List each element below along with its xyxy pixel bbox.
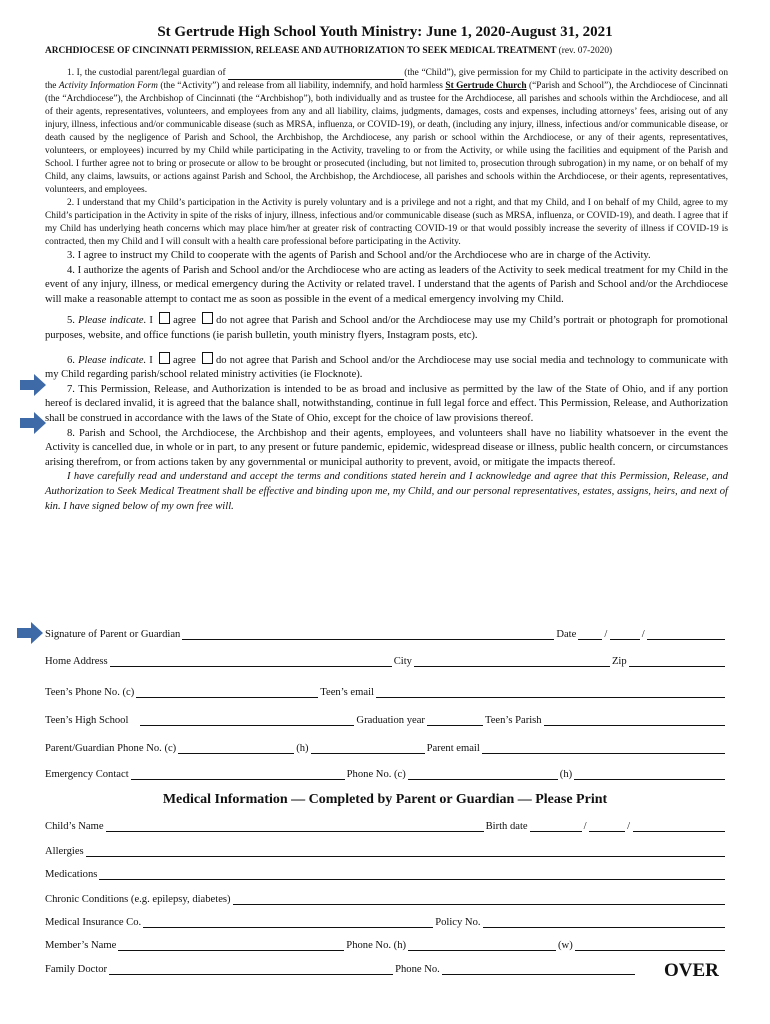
paragraph-7: 7. This Permission, Release, and Authorization is intended to be as broad and inclusive as permitted by the law of the State of Ohio, and if any portion hereof is declared invalid, it is agreed that the balance shall, notwithstanding, continue in full legal force and effect. This Permission, Release, and Authorization shall be construed in accordance with the laws of the State of Ohio, except for the choice of law provisions thereof. — [45, 383, 728, 424]
member-phone-w-label: (w) — [558, 940, 573, 951]
date-sep: / — [604, 629, 608, 640]
insurance-label: Medical Insurance Co. — [45, 917, 142, 928]
form-subtitle — [45, 46, 735, 56]
church-name: St Gertrude Church — [445, 81, 527, 91]
home-address-field[interactable] — [110, 656, 392, 667]
p1-end: (“Parish and School”), the Archdiocese of Cincinnati (the “Archdiocese”), the Archbishop of Cincinnati (the “Archbishop”), both individually and as trustee for the Archdiocese, all parishes and schools within the Archdiocese, and all of their agents, representatives, volunteers, and employees from any and all liability, claims, judgments, damages, costs and expenses, including attorneys’ fees, arising out of any injury, illness, infectious and/or communicable disease (such as MRSA, influenza, or COVID-19), or death, (including any injury, illness, infectious and/or communicable disease, or death caused by the negligence of Parish and School, the Archbishop, the Archdiocese, any parish or school within the Archdiocese, or any of their agents, representatives, volunteers, or employees) incurred by my Child while participating in the Activity, traveling to or from the Activity, or while using the facilities and equipment of the Parish and School. I further agree not to bring or prosecute or allow to be brought or prosecuted (including, but not limited to, prosecution through subrogation) in my name, or on behalf of my Child, any claims, lawsuits, or actions against Parish and School, the Archbishop, the Archdiocese, all parishes and schools within the Archdiocese, or their agents, representatives, volunteers, and employees. — [45, 81, 728, 195]
date-month-field[interactable] — [578, 629, 602, 640]
terms-body — [45, 67, 728, 514]
teen-phone-field[interactable] — [136, 687, 318, 698]
insurance-field[interactable] — [143, 917, 433, 928]
allergies-row — [45, 843, 727, 857]
medications-label: Medications — [45, 869, 98, 880]
emergency-phone-c-label: Phone No. (c) — [346, 769, 406, 780]
chronic-label: Chronic Conditions (e.g. epilepsy, diabetes) — [45, 894, 231, 905]
parent-phone-row — [45, 740, 727, 754]
p6-num: 6. — [67, 354, 79, 366]
birth-day-field[interactable] — [589, 821, 625, 832]
p6-italic: Please indicate. — [78, 354, 147, 366]
insurance-row — [45, 914, 727, 928]
social-agree-checkbox[interactable] — [159, 352, 170, 364]
subtitle-text: ARCHDIOCESE OF CINCINNATI PERMISSION, RELEASE AND AUTHORIZATION TO SEEK MEDICAL TREATMENT — [45, 46, 557, 56]
allergies-field[interactable] — [86, 846, 725, 857]
paragraph-2: 2. I understand that my Child’s participation in the Activity is purely voluntary and is a privilege and not a right, and that my Child, and I on behalf of my Child, agree to my Child’s participation in the Activity in spite of the risks of injury, illness, infectious and/or communicable disease (such as MRSA, influenza, or COVID-19), and death. I agree that if my Child has underlying heath concerns which may place him/her at greater risk of contracting COVID-19 or that would possibly increase the severity of illness if COVID-19 is contracted, then my Child and I will consult with a health care professional before participating in the Activity. — [45, 198, 728, 247]
family-doctor-field[interactable] — [109, 964, 393, 975]
doctor-phone-label: Phone No. — [395, 964, 440, 975]
child-name-blank[interactable] — [228, 70, 404, 80]
p5-italic: Please indicate. — [78, 315, 147, 327]
emergency-phone-c-field[interactable] — [408, 769, 558, 780]
medications-row — [45, 866, 727, 880]
parent-phone-h-label: (h) — [296, 743, 309, 754]
paragraph-1 — [45, 67, 728, 197]
doctor-phone-field[interactable] — [442, 964, 635, 975]
signature-row — [45, 626, 727, 640]
emergency-phone-h-field[interactable] — [574, 769, 725, 780]
emergency-row — [45, 766, 727, 780]
paragraph-6 — [45, 352, 728, 383]
member-phone-h-label: Phone No. (h) — [346, 940, 407, 951]
p1-mid2: (the “Activity”) and release from all liability, indemnify, and hold harmless — [157, 81, 446, 91]
teen-email-label: Teen’s email — [320, 687, 374, 698]
teen-school-field[interactable] — [140, 715, 354, 726]
teen-school-row — [45, 712, 727, 726]
emergency-contact-field[interactable] — [131, 769, 345, 780]
doctor-row — [45, 961, 637, 975]
p5-num: 5. — [67, 315, 79, 327]
date-day-field[interactable] — [610, 629, 640, 640]
signature-label: Signature of Parent or Guardian — [45, 629, 181, 640]
child-name-field[interactable] — [106, 821, 484, 832]
chronic-row — [45, 891, 727, 905]
policy-label: Policy No. — [435, 917, 481, 928]
date-sep: / — [627, 821, 631, 832]
address-row — [45, 653, 727, 667]
date-label: Date — [556, 629, 577, 640]
paragraph-3: 3. I agree to instruct my Child to cooperate with the agents of Parish and School and/or the Archdiocese who are in charge of the Activity. — [67, 250, 651, 261]
member-row — [45, 937, 727, 951]
p6-i: I — [146, 354, 156, 366]
p5-rest: do not agree that Parish and School and/or the Archdiocese may use my Child’s portrait or photograph for promotional purposes, website, and office functions (ie parish bulletin, youth ministry flyers, Instagram posts, etc). — [45, 315, 729, 341]
social-disagree-checkbox[interactable] — [202, 352, 213, 364]
child-name-row — [45, 818, 727, 832]
birth-year-field[interactable] — [633, 821, 725, 832]
paragraph-8: 8. Parish and School, the Archdiocese, the Archbishop and their agents, employees, and volunteers shall have no liability whatsoever in the event the Activity is cancelled due, in whole or in part, to any present or future pandemic, epidemic, widespread disease or illness, public health concern, or circumstances arising therefrom, or from actions taken by any governmental or municipal authority to prevent, avoid, or mitigate the impacts thereof. — [45, 427, 728, 468]
teen-school-label: Teen’s High School — [45, 715, 129, 726]
grad-year-field[interactable] — [427, 715, 483, 726]
family-doctor-label: Family Doctor — [45, 964, 108, 975]
parent-phone-c-field[interactable] — [178, 743, 294, 754]
home-address-label: Home Address — [45, 656, 108, 667]
teen-phone-row — [45, 684, 727, 698]
teen-email-field[interactable] — [376, 687, 725, 698]
emergency-phone-h-label: (h) — [559, 769, 573, 780]
over-label: OVER — [664, 960, 719, 981]
member-phone-h-field[interactable] — [408, 940, 556, 951]
teen-phone-label: Teen’s Phone No. (c) — [45, 687, 135, 698]
medications-field[interactable] — [99, 869, 725, 880]
zip-field[interactable] — [629, 656, 725, 667]
p1-italic: Activity Information Form — [58, 81, 158, 91]
chronic-field[interactable] — [233, 894, 725, 905]
teen-parish-field[interactable] — [544, 715, 725, 726]
p6-rest: do not agree that Parish and School and/or the Archdiocese may use social media and technology to communicate with my Child regarding parish/school related ministry activities (ie Flocknote). — [45, 354, 728, 381]
city-field[interactable] — [414, 656, 610, 667]
parent-email-field[interactable] — [482, 743, 725, 754]
medical-heading: Medical Information — Completed by Parent or Guardian — Please Print — [162, 792, 608, 807]
child-name-label: Child’s Name — [45, 821, 104, 832]
form-title: St Gertrude High School Youth Ministry: June 1, 2020-August 31, 2021 — [157, 24, 613, 40]
paragraph-5 — [45, 312, 728, 343]
p6-agree: agree — [172, 354, 199, 366]
allergies-label: Allergies — [45, 846, 84, 857]
teen-parish-label: Teen’s Parish — [484, 715, 542, 726]
revision-text: (rev. 07-2020) — [558, 46, 613, 56]
p1-mid: (the “Child”), give permission for my Child to participate in the activity described on the — [45, 68, 729, 91]
member-name-field[interactable] — [118, 940, 344, 951]
p1-start: 1. I, the custodial parent/legal guardian of — [67, 68, 229, 78]
zip-label: Zip — [611, 656, 627, 667]
date-sep: / — [641, 629, 646, 640]
member-name-label: Member’s Name — [45, 940, 117, 951]
date-year-field[interactable] — [647, 629, 725, 640]
date-sep: / — [583, 821, 588, 832]
photo-disagree-checkbox[interactable] — [202, 312, 213, 324]
birth-date-label: Birth date — [485, 821, 528, 832]
signature-field[interactable] — [182, 629, 554, 640]
policy-field[interactable] — [483, 917, 725, 928]
member-phone-w-field[interactable] — [575, 940, 725, 951]
parent-email-label: Parent email — [426, 743, 480, 754]
parent-phone-label: Parent/Guardian Phone No. (c) — [45, 743, 177, 754]
parent-phone-h-field[interactable] — [311, 743, 425, 754]
p5-i: I — [146, 315, 157, 327]
photo-agree-checkbox[interactable] — [159, 312, 170, 324]
city-label: City — [393, 656, 412, 667]
grad-year-label: Graduation year — [356, 715, 425, 726]
paragraph-4: 4. I authorize the agents of Parish and School and/or the Archdiocese who are acting as leaders of the Activity to seek medical treatment for my Child in the event of any injury, illness, or medical emergency during the Activity or related travel. I understand that the agents of Parish and School and/or the Archdiocese will make a reasonable attempt to contact me as soon as possible in the event of a medical emergency involving my Child. — [45, 264, 728, 305]
p5-agree: agree — [173, 315, 200, 327]
acknowledgement: I have carefully read and understand and accept the terms and conditions stated herein and I acknowledge and agree that this Permission, Release, and Authorization to Seek Medical Treatment shall be effective and binding upon me, my Child, and our personal representatives, estates, assigns, heirs, and next of kin. I have signed below of my own free will. — [45, 471, 728, 512]
birth-month-field[interactable] — [530, 821, 582, 832]
emergency-contact-label: Emergency Contact — [45, 769, 129, 780]
